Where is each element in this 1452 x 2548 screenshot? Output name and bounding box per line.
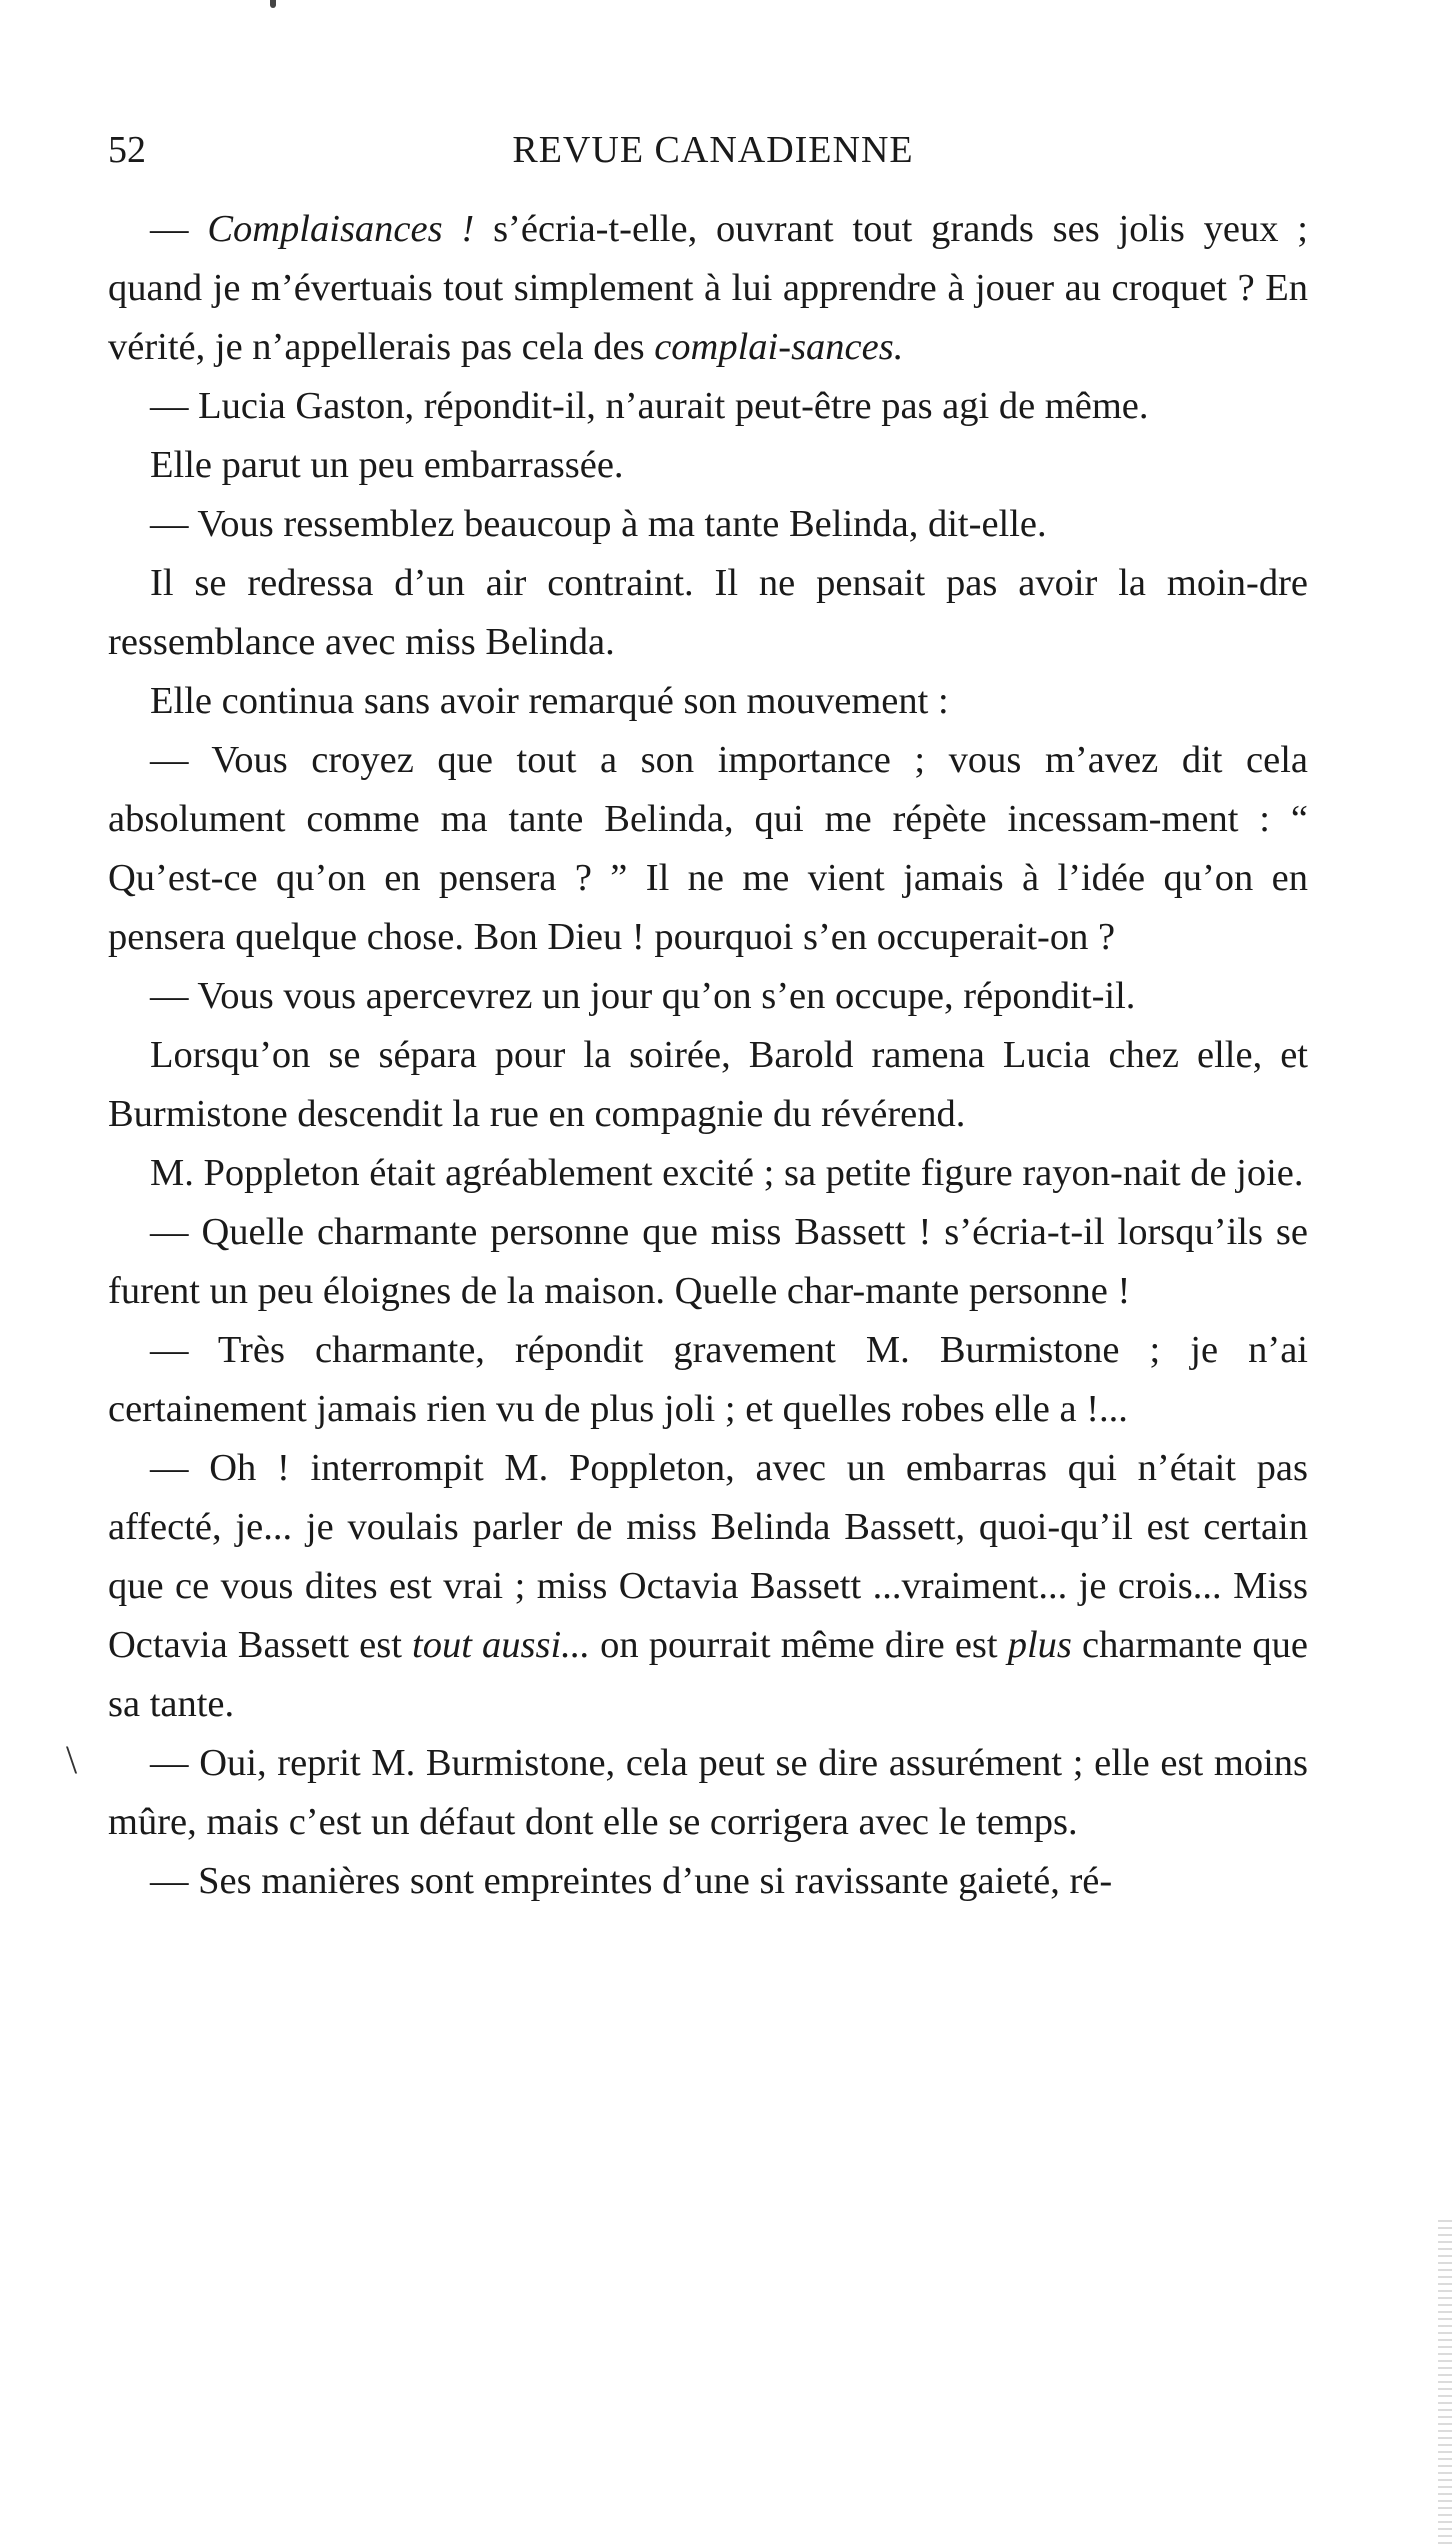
paragraph xyxy=(108,1144,1308,1203)
running-title: REVUE CANADIENNE xyxy=(512,129,914,171)
paragraph xyxy=(108,1439,1308,1734)
paragraph xyxy=(108,200,1308,377)
paragraph xyxy=(108,1321,1308,1439)
italic-text: complai-sances. xyxy=(654,326,904,368)
text-run: — xyxy=(150,208,208,250)
paragraph xyxy=(108,1203,1308,1321)
text-run: M. Poppleton était agréablement excité ; sa petite figure rayon-nait de joie. xyxy=(150,1152,1304,1194)
text-run: — Quelle charmante personne que miss Bassett ! s’écria-t-il lorsqu’ils se furent un peu éloignes de la maison. Quelle char-mante personne ! xyxy=(108,1211,1308,1312)
page-number: 52 xyxy=(108,129,146,171)
text-run: on pourrait même dire est xyxy=(590,1624,1008,1666)
paragraph xyxy=(108,731,1308,967)
text-run: Il se redressa d’un air contraint. Il ne pensait pas avoir la moin-dre ressemblance avec miss Belinda. xyxy=(108,562,1308,663)
italic-text: Complaisances ! xyxy=(207,208,475,250)
text-run: — Vous croyez que tout a son importance ; vous m’avez dit cela absolument comme ma tante Belinda, qui me répète incessam-ment : “ Qu’est-ce qu’on en pensera ? ” Il ne me vient jamais à l’idée qu’on en pensera quelque chose. Bon Dieu ! pourquoi s’en occuperait-on ? xyxy=(108,739,1308,958)
text-run: — Vous vous apercevrez un jour qu’on s’en occupe, répondit-il. xyxy=(150,975,1136,1017)
text-run: Lorsqu’on se sépara pour la soirée, Barold ramena Lucia chez elle, et Burmistone descendit la rue en compagnie du révérend. xyxy=(108,1034,1308,1135)
italic-text: plus xyxy=(1007,1624,1072,1666)
italic-text: tout aussi... xyxy=(412,1624,591,1666)
paragraph xyxy=(108,1852,1308,1911)
page-header xyxy=(108,120,1318,180)
paragraph xyxy=(108,1734,1308,1852)
ink-speck xyxy=(270,0,276,8)
text-run: Elle parut un peu embarrassée. xyxy=(150,444,624,486)
text-run: — Ses manières sont empreintes d’une si ravissante gaieté, ré- xyxy=(150,1860,1113,1902)
paragraph xyxy=(108,967,1308,1026)
body-text xyxy=(108,200,1308,1911)
text-run: — Très charmante, répondit gravement M. Burmistone ; je n’ai certainement jamais rien vu de plus joli ; et quelles robes elle a !... xyxy=(108,1329,1308,1430)
text-run: — Lucia Gaston, répondit-il, n’aurait peut-être pas agi de même. xyxy=(150,385,1149,427)
paragraph xyxy=(108,495,1308,554)
text-run: Elle continua sans avoir remarqué son mouvement : xyxy=(150,680,949,722)
paragraph xyxy=(108,377,1308,436)
text-run: — Vous ressemblez beaucoup à ma tante Belinda, dit-elle. xyxy=(150,503,1047,545)
paragraph xyxy=(108,1026,1308,1144)
margin-mark: \ xyxy=(66,1737,78,1782)
paragraph xyxy=(108,436,1308,495)
text-run: s’écria-t-elle, ouvrant tout grands ses jolis yeux ; quand je m’évertuais tout simplement à lui apprendre à jouer au croquet ? En vérité, je n’appellerais pas cela des xyxy=(108,208,1309,368)
text-run: — Oh ! interrompit M. Poppleton, avec un embarras qui n’était pas affecté, je... je voulais parler de miss Belinda Bassett, quoi-qu’il est certain que ce vous dites est vrai ; miss Octavia Bassett ...vraiment... je crois... Miss Octavia Bassett est xyxy=(108,1447,1308,1666)
page-edge-texture xyxy=(1438,2220,1452,2548)
paragraph xyxy=(108,672,1308,731)
text-run: — Oui, reprit M. Burmistone, cela peut se dire assurément ; elle est moins mûre, mais c’est un défaut dont elle se corrigera avec le temps. xyxy=(108,1742,1308,1843)
paragraph xyxy=(108,554,1308,672)
text-run: charmante que sa tante. xyxy=(108,1624,1308,1725)
